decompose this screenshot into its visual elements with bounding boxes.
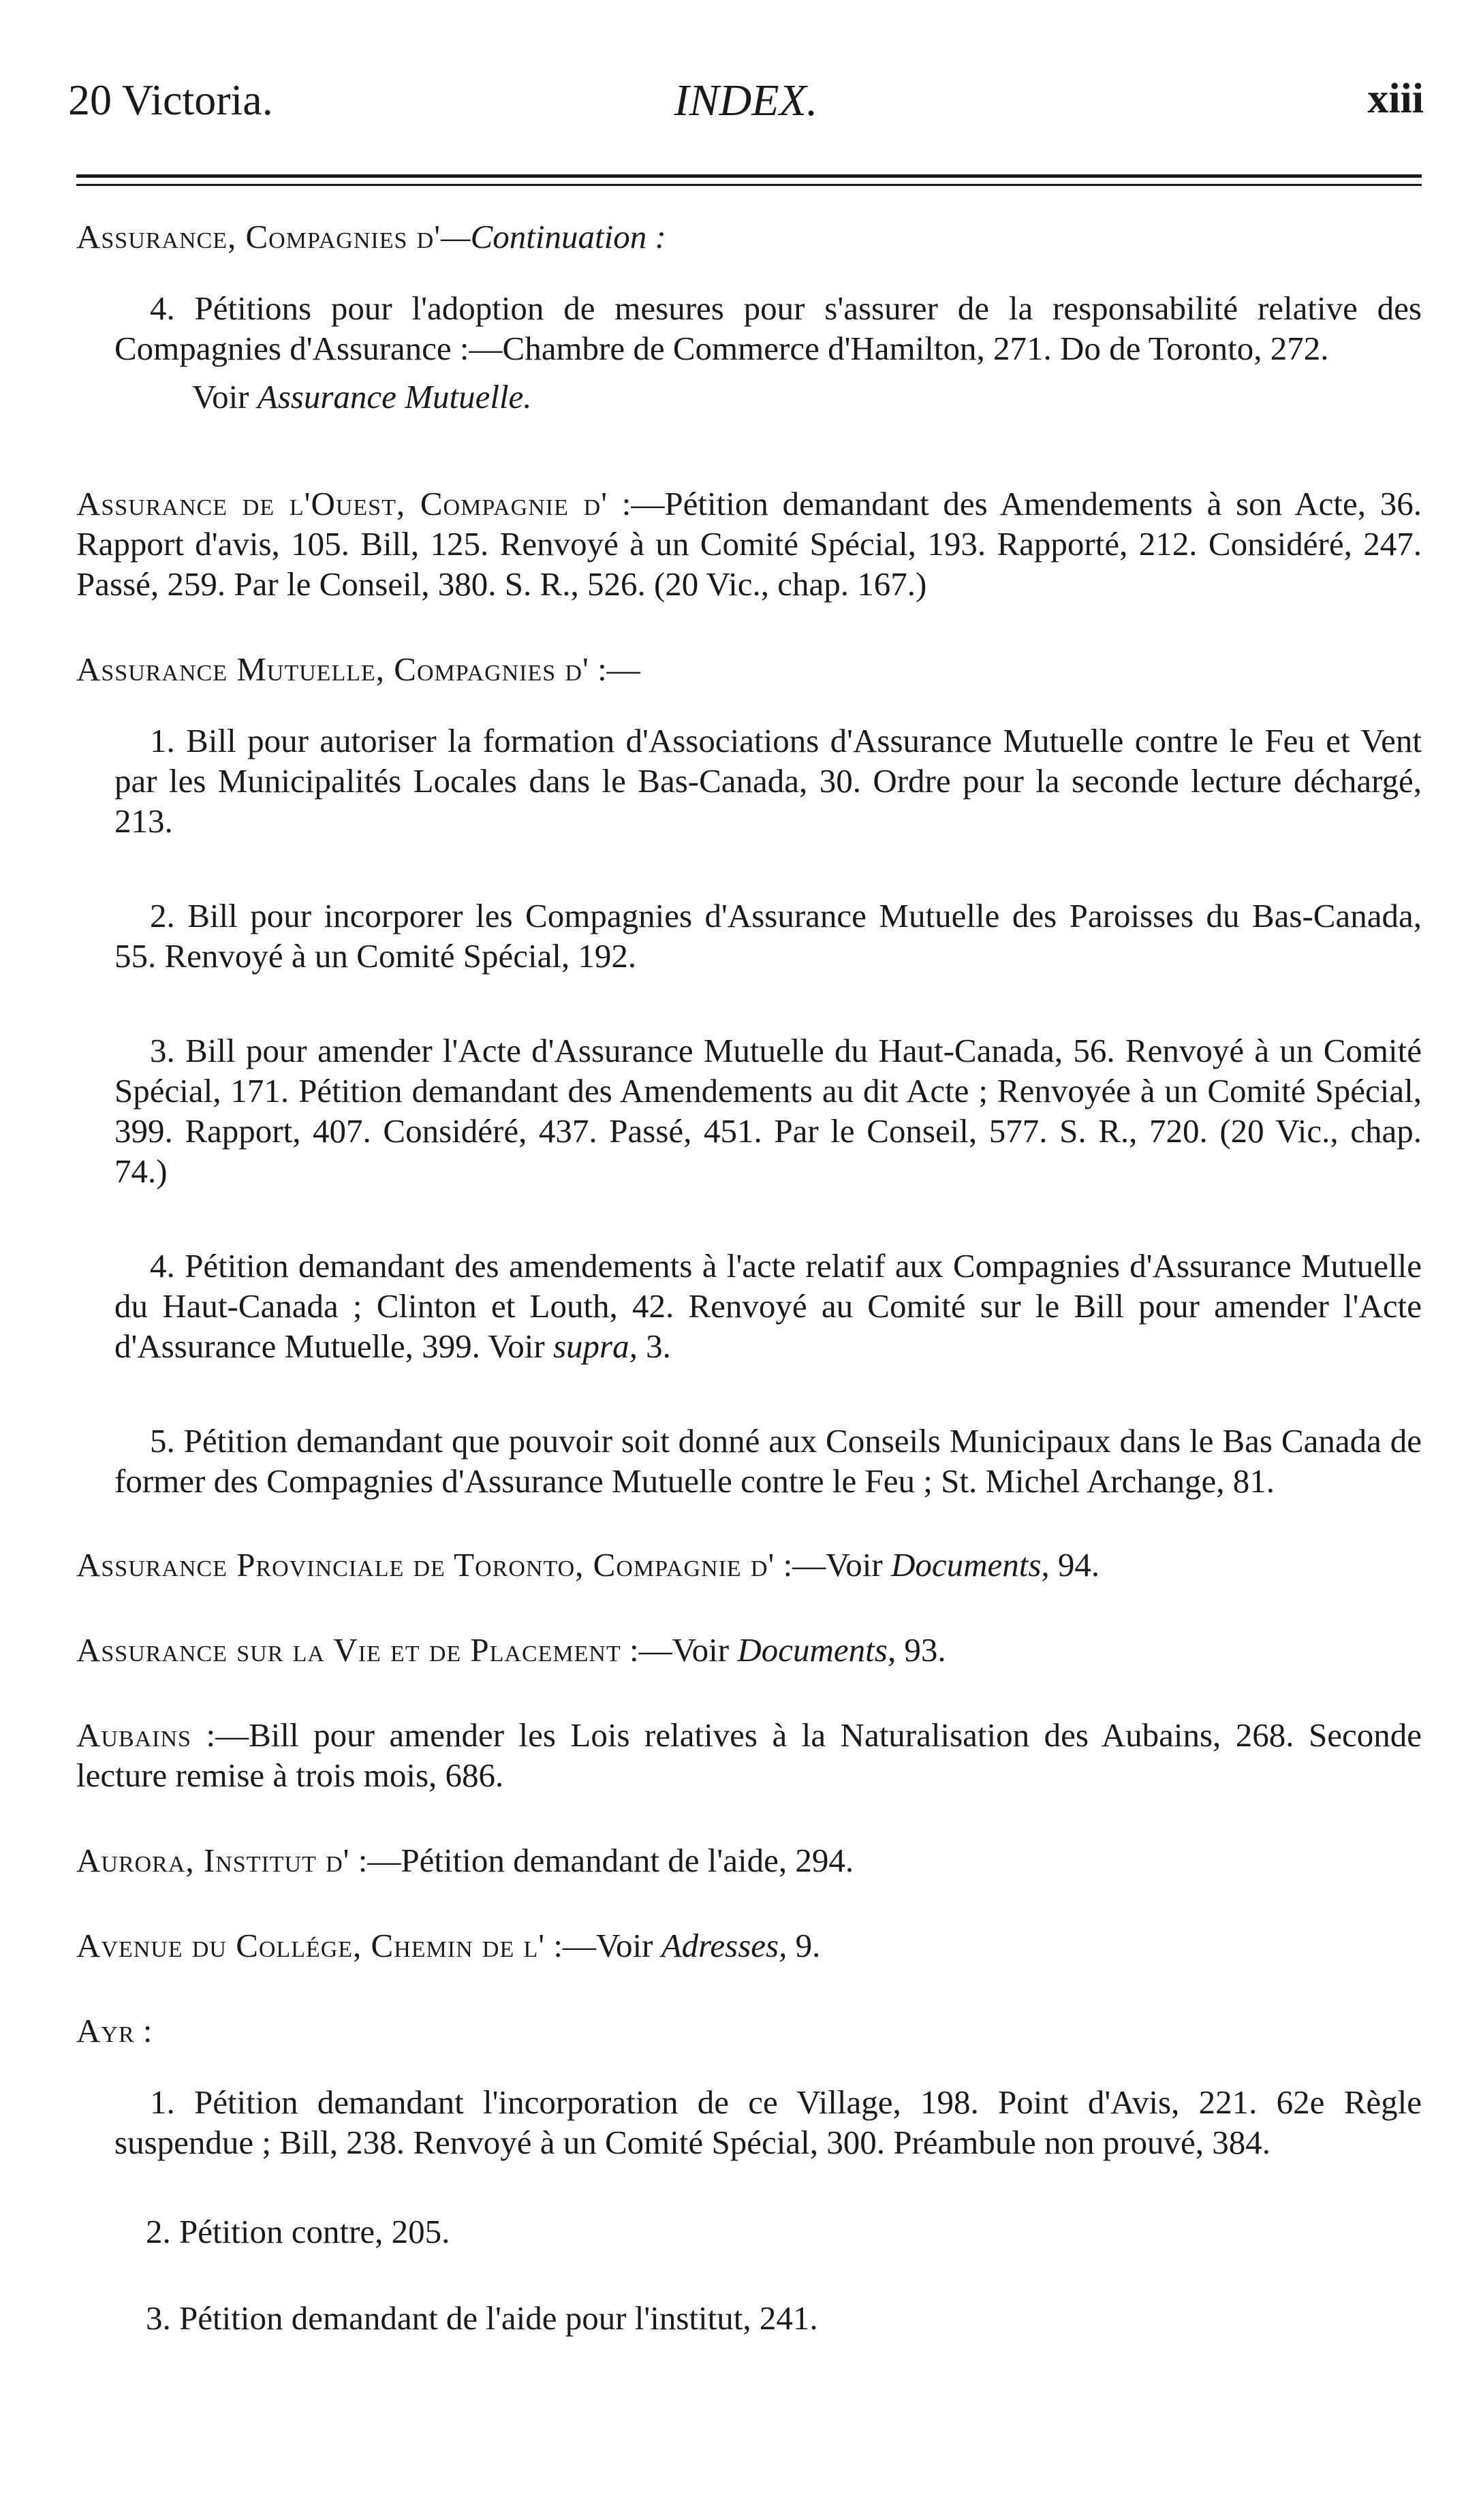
index-entry: Avenue du Collége, Chemin de l' :—Voir Adresses, 9. (76, 1927, 821, 1964)
index-entry (76, 484, 1422, 604)
page-header (68, 75, 1424, 136)
index-entry (76, 2011, 1422, 2338)
entry-subitem: 1. Pétition demandant l'incorporation de ce Village, 198. Point d'Avis, 221. 62e Règle suspendue ; Bill, 238. Renvoyé à un Comité Spécial, 300. Préambule non prouvé, 384. (114, 2083, 1422, 2161)
index-entry (76, 217, 1422, 417)
cross-reference: Voir Assurance Mutuelle. (192, 378, 532, 415)
index-entry: Assurance Provinciale de Toronto, Compagnie d' :—Voir Documents, 94. (76, 1546, 1100, 1584)
header-volume: 20 Victoria. (68, 76, 273, 124)
entry-heading: Assurance Mutuelle, Compagnies d' :— (76, 650, 640, 688)
entry-heading: Ayr : (76, 2012, 153, 2049)
entry-text: :—Pétition demandant des Amendements à son Acte, 36. Rapport d'avis, 105. Bill, 125. Renvoyé à un Comité Spécial, 193. Rapporté, 212. Considéré, 247. Passé, 259. Par le Conseil, 380. S. R., 526. (20 Vic., chap. 167.) (76, 485, 1422, 603)
header-rule-thick (76, 174, 1422, 178)
entry-subitem: 4. Pétitions pour l'adoption de mesures pour s'assurer de la responsabilité relative des Compagnies d'Assurance :—Chambre de Commerce d'Hamilton, 271. Do de Toronto, 272. (114, 289, 1422, 367)
entry-subitem: 2. Pétition contre, 205. (146, 2213, 450, 2250)
index-entry (76, 649, 1422, 1501)
entry-heading: Assurance Provinciale de Toronto, Compagnie d' (76, 1546, 775, 1584)
index-entry: Aurora, Institut d' :—Pétition demandant de l'aide, 294. (76, 1842, 854, 1879)
header-page-number: xiii (1367, 76, 1424, 122)
entry-heading: Assurance sur la Vie et de Placement (76, 1631, 621, 1669)
index-content (76, 217, 1422, 2384)
entry-subitem: 1. Bill pour autoriser la formation d'Associations d'Assurance Mutuelle contre le Feu et Vent par les Municipalités Locales dans le Bas-Canada, 30. Ordre pour la seconde lecture déchargé, 213. (114, 722, 1422, 840)
entry-subitem: 3. Bill pour amender l'Acte d'Assurance Mutuelle du Haut-Canada, 56. Renvoyé à un Comité Spécial, 171. Pétition demandant des Amendements au dit Acte ; Renvoyée à un Comité Spécial, 399. Rapport, 407. Considéré, 437. Passé, 451. Par le Conseil, 577. S. R., 720. (20 Vic., chap. 74.) (114, 1032, 1422, 1190)
entry-heading: Avenue du Collége, Chemin de l' (76, 1927, 546, 1964)
entry-subitem: 3. Pétition demandant de l'aide pour l'institut, 241. (146, 2299, 818, 2337)
entry-heading: Assurance, Compagnies d'—Continuation : (76, 218, 666, 255)
entry-subitem: 2. Bill pour incorporer les Compagnies d'Assurance Mutuelle des Paroisses du Bas-Canada, 55. Renvoyé à un Comité Spécial, 192. (114, 897, 1422, 975)
index-entry: Aubains :—Bill pour amender les Lois relatives à la Naturalisation des Aubains, 268. Seconde lecture remise à trois mois, 686. (76, 1716, 1422, 1794)
entry-heading: Aurora, Institut d' (76, 1842, 350, 1879)
entry-subitem: 5. Pétition demandant que pouvoir soit donné aux Conseils Municipaux dans le Bas Canada de former des Compagnies d'Assurance Mutuelle contre le Feu ; St. Michel Archange, 81. (114, 1422, 1422, 1500)
header-title: INDEX. (674, 76, 818, 125)
header-rule-thin (76, 184, 1422, 186)
entry-heading: Assurance de l'Ouest, Compagnie d' (76, 485, 608, 522)
entry-subitem: 4. Pétition demandant des amendements à l'acte relatif aux Compagnies d'Assurance Mutuelle du Haut-Canada ; Clinton et Louth, 42. Renvoyé au Comité sur le Bill pour amender l'Acte d'Assurance Mutuelle, 399. Voir supra, 3. (114, 1247, 1422, 1365)
index-entry: Assurance sur la Vie et de Placement :—Voir Documents, 93. (76, 1631, 946, 1669)
entry-heading: Aubains (76, 1716, 191, 1754)
